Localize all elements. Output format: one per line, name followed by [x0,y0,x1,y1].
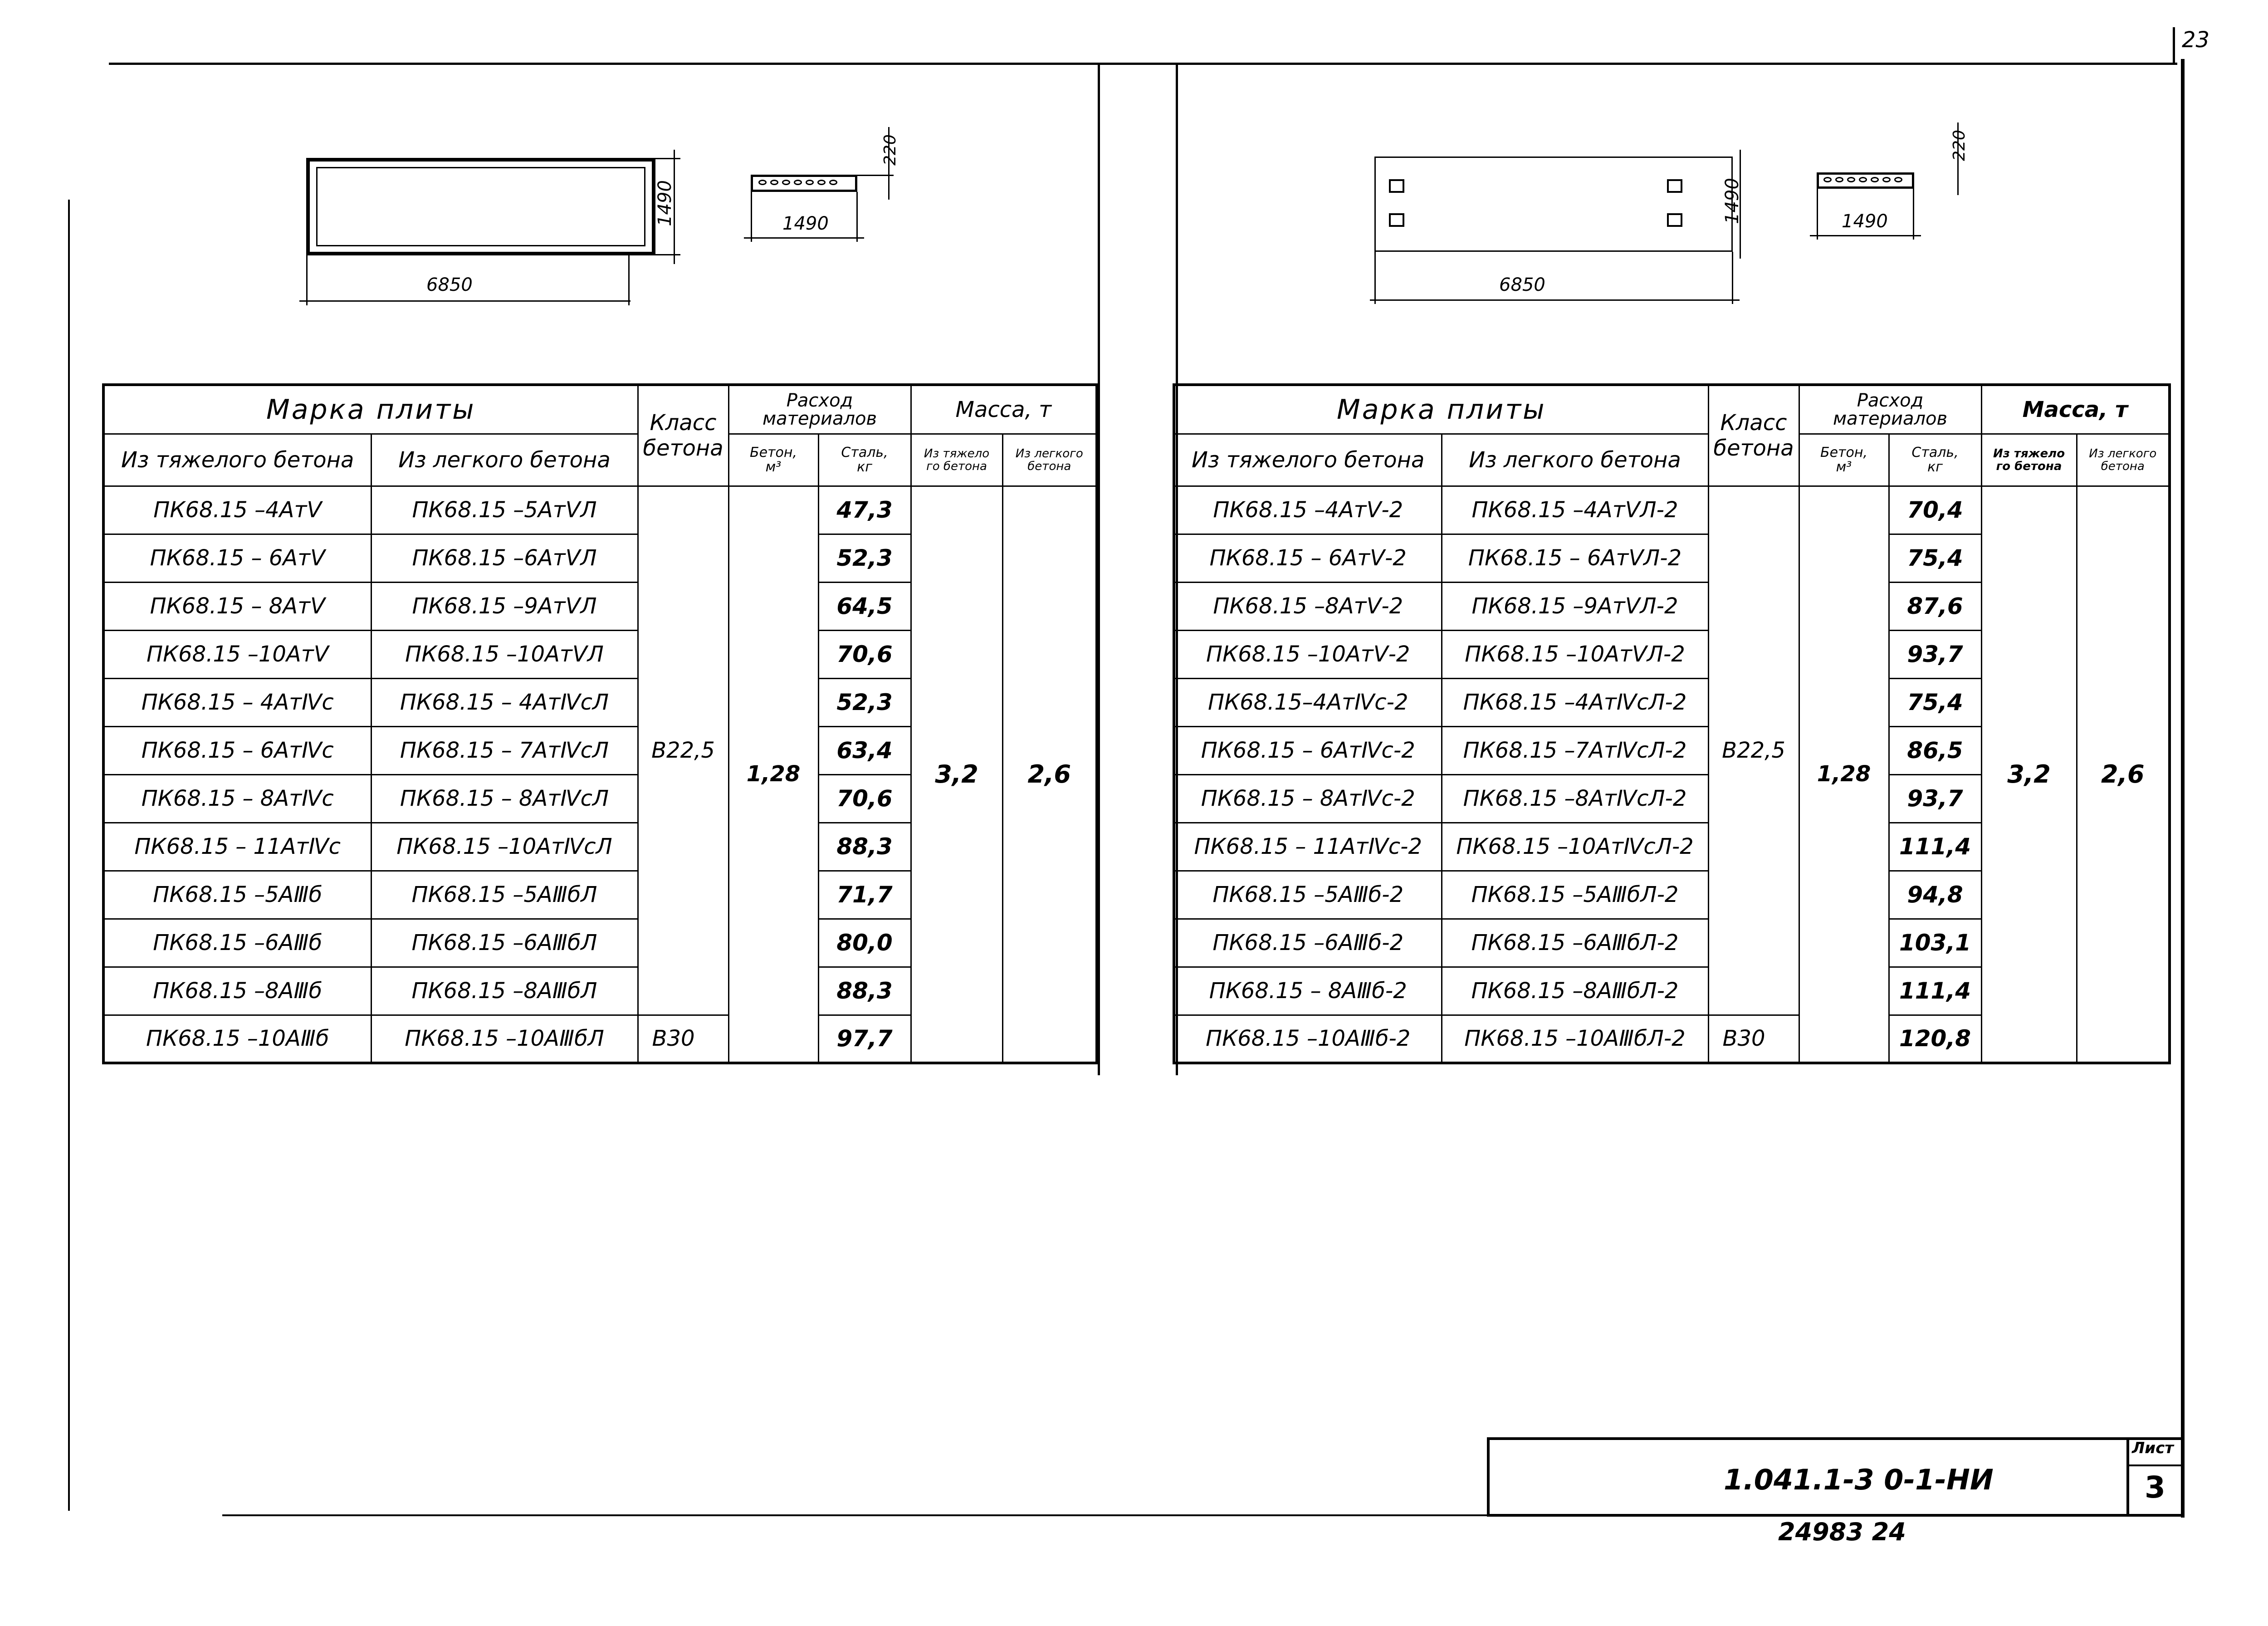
left-header-concrete-l1: Бетон, [750,444,797,460]
right-header-concrete [1799,434,1889,486]
top-border-line [109,63,2177,65]
right-plate-slot-2 [1389,213,1404,227]
right-header-class [1708,385,1799,486]
left-row-3-light: ПК68.15 –9АтⅤЛ [371,582,638,630]
left-row-1-steel: 47,3 [818,486,911,534]
left-header-consumption-l2: материалов [762,408,877,429]
left-class-main: В22,5 [638,486,728,1015]
right-row-12-steel: 120,8 [1889,1015,1981,1063]
left-section-width-label: 1490 [782,213,829,234]
left-header-class-l1: Класс [650,410,717,436]
right-header-mass-heavy [1981,434,2077,486]
right-row-5-light: ПК68.15 –4АтⅣсЛ-2 [1442,678,1708,726]
left-header-concrete-l2: м³ [765,459,782,475]
left-row-8-light: ПК68.15 –10АтⅣсЛ [371,823,638,871]
left-header-mass-light-l2: бетона [1027,459,1071,473]
left-row-7-heavy: ПК68.15 – 8АтⅣс [103,774,371,823]
left-header-heavy: Из тяжелого бетона [103,434,371,486]
right-row-5-heavy: ПК68.15–4АтⅣс-2 [1174,678,1442,726]
right-row-4-light: ПК68.15 –10АтⅤЛ-2 [1442,630,1708,678]
right-row-9-light: ПК68.15 –5АⅢбЛ-2 [1442,871,1708,919]
right-row-5-steel: 75,4 [1889,678,1981,726]
left-length-label: 6850 [426,274,473,295]
right-row-7-heavy: ПК68.15 – 8АтⅣс-2 [1174,774,1442,823]
left-row-10-steel: 80,0 [818,919,911,967]
right-section-height-label: 220 [1950,130,1969,161]
right-row-10-light: ПК68.15 –6АⅢбЛ-2 [1442,919,1708,967]
stamp-sheet-divider [2126,1464,2181,1466]
left-length-dim-line [299,300,631,302]
right-header-steel [1889,434,1981,486]
corner-tick [2173,27,2175,64]
corner-number: 23 [2182,27,2210,53]
right-mass-heavy: 3,2 [1981,486,2077,1063]
left-header-steel-l2: кг [857,459,872,475]
left-header-consumption-l1: Расход [786,390,853,411]
right-row-9-steel: 94,8 [1889,871,1981,919]
right-row-12-heavy: ПК68.15 –10АⅢб-2 [1174,1015,1442,1063]
left-header-class-l2: бетона [643,436,723,461]
table-row [1174,486,2170,534]
right-row-11-steel: 111,4 [1889,967,1981,1015]
right-header-mass: Масса, т [1981,385,2170,434]
right-row-2-heavy: ПК68.15 – 6АтⅤ-2 [1174,534,1442,582]
right-header-steel-l1: Сталь, [1911,444,1959,460]
left-header-mass-heavy [911,434,1002,486]
left-row-4-heavy: ПК68.15 –10АтⅤ [103,630,371,678]
left-row-9-steel: 71,7 [818,871,911,919]
left-width-label: 1490 [654,180,675,226]
right-row-1-steel: 70,4 [1889,486,1981,534]
right-length-dim-line [1370,299,1740,301]
right-header-consumption [1799,385,1981,434]
right-row-4-heavy: ПК68.15 –10АтⅤ-2 [1174,630,1442,678]
left-width-ext-top [655,158,680,159]
right-row-8-steel: 111,4 [1889,823,1981,871]
left-row-10-heavy: ПК68.15 –6АⅢб [103,919,371,967]
right-header-mass-light-l2: бетона [2101,459,2145,473]
left-section-height-label: 220 [880,134,899,166]
right-header-mark: Марка плиты [1174,385,1708,434]
left-row-11-heavy: ПК68.15 –8АⅢб [103,967,371,1015]
right-row-10-steel: 103,1 [1889,919,1981,967]
right-row-3-light: ПК68.15 –9АтⅤЛ-2 [1442,582,1708,630]
left-row-5-light: ПК68.15 – 4АтⅣсЛ [371,678,638,726]
right-length-ext-left [1374,252,1376,304]
right-header-class-l1: Класс [1720,410,1787,436]
right-row-7-light: ПК68.15 –8АтⅣсЛ-2 [1442,774,1708,823]
left-row-2-light: ПК68.15 –6АтⅤЛ [371,534,638,582]
left-length-ext-right [628,255,630,305]
left-row-5-heavy: ПК68.15 – 4АтⅣс [103,678,371,726]
right-row-12-light: ПК68.15 –10АⅢбЛ-2 [1442,1015,1708,1063]
left-header-consumption [728,385,911,434]
right-class-last: В30 [1708,1015,1799,1063]
right-spec-table [1173,383,2171,1064]
left-row-6-light: ПК68.15 – 7АтⅣсЛ [371,726,638,774]
left-row-10-light: ПК68.15 –6АⅢбЛ [371,919,638,967]
left-header-mass-light-l1: Из легкого [1015,446,1083,460]
left-row-11-steel: 88,3 [818,967,911,1015]
left-mass-heavy: 3,2 [911,486,1002,1063]
right-row-9-heavy: ПК68.15 –5АⅢб-2 [1174,871,1442,919]
left-header-mass-light [1002,434,1097,486]
left-class-last: В30 [638,1015,728,1063]
right-row-6-light: ПК68.15 –7АтⅣсЛ-2 [1442,726,1708,774]
left-row-12-steel: 97,7 [818,1015,911,1063]
left-section-ext-left [751,192,752,242]
left-section-height-ext [857,175,894,176]
right-row-3-heavy: ПК68.15 –8АтⅤ-2 [1174,582,1442,630]
stamp-sheet-number: 3 [2145,1470,2165,1505]
right-header-mass-light-l1: Из легкого [2089,446,2157,460]
left-header-steel-l1: Сталь, [841,444,888,460]
right-border-line [2181,59,2185,1518]
left-header-concrete [728,434,818,486]
right-row-8-light: ПК68.15 –10АтⅣсЛ-2 [1442,823,1708,871]
left-row-4-steel: 70,6 [818,630,911,678]
left-row-7-steel: 70,6 [818,774,911,823]
right-concrete: 1,28 [1799,486,1889,1063]
left-section [751,175,857,192]
right-row-10-heavy: ПК68.15 –6АⅢб-2 [1174,919,1442,967]
right-row-3-steel: 87,6 [1889,582,1981,630]
left-row-5-steel: 52,3 [818,678,911,726]
stamp-divider [2126,1437,2129,1517]
right-plate-plan [1374,157,1733,252]
left-header-mass-heavy-l1: Из тяжело [924,446,990,460]
bottom-number: 24983 24 [1778,1518,1906,1546]
right-header-light: Из легкого бетона [1442,434,1708,486]
left-plate-plan-inner [316,167,645,246]
right-section-width-label: 1490 [1842,211,1888,232]
left-row-12-heavy: ПК68.15 –10АⅢб [103,1015,371,1063]
left-header-mass: Масса, т [911,385,1097,434]
left-row-1-light: ПК68.15 –5АтⅤЛ [371,486,638,534]
left-row-1-heavy: ПК68.15 –4АтⅤ [103,486,371,534]
stamp-sheet-label: Лист [2132,1439,2174,1457]
right-section-dim-line [1810,235,1921,236]
right-plate-slot-3 [1667,179,1682,193]
left-row-2-heavy: ПК68.15 – 6АтⅤ [103,534,371,582]
right-header-mass-heavy-l2: го бетона [1996,459,2062,473]
left-row-11-light: ПК68.15 –8АⅢбЛ [371,967,638,1015]
right-width-label: 1490 [1721,178,1743,224]
left-border-line [68,200,70,1511]
left-row-3-steel: 64,5 [818,582,911,630]
right-section-ext-right [1913,189,1914,240]
left-row-12-light: ПК68.15 –10АⅢбЛ [371,1015,638,1063]
left-header-mark: Марка плиты [103,385,638,434]
right-row-1-light: ПК68.15 –4АтⅤЛ-2 [1442,486,1708,534]
right-header-heavy: Из тяжелого бетона [1174,434,1442,486]
right-row-2-light: ПК68.15 – 6АтⅤЛ-2 [1442,534,1708,582]
right-class-main: В22,5 [1708,486,1799,1015]
left-row-8-heavy: ПК68.15 – 11АтⅣс [103,823,371,871]
left-section-dim-line [744,237,864,239]
stamp-code: 1.041.1-3 0-1-НИ [1724,1463,1994,1496]
left-header-steel [818,434,911,486]
right-row-6-steel: 86,5 [1889,726,1981,774]
right-plate-slot-1 [1389,179,1404,193]
right-row-11-heavy: ПК68.15 – 8АⅢб-2 [1174,967,1442,1015]
left-section-ext-right [856,192,858,242]
right-mass-light: 2,6 [2077,486,2170,1063]
left-mass-light: 2,6 [1002,486,1097,1063]
right-header-consumption-l2: материалов [1833,408,1948,429]
left-spec-table [102,383,1098,1064]
right-row-1-heavy: ПК68.15 –4АтⅤ-2 [1174,486,1442,534]
right-header-consumption-l1: Расход [1857,390,1924,411]
left-header-light: Из легкого бетона [371,434,638,486]
right-header-class-l2: бетона [1713,436,1794,461]
right-row-4-steel: 93,7 [1889,630,1981,678]
left-row-3-heavy: ПК68.15 – 8АтⅤ [103,582,371,630]
left-header-mass-heavy-l2: го бетона [926,459,987,473]
right-header-steel-l2: кг [1927,459,1943,475]
left-width-ext-bottom [655,254,680,255]
left-row-7-light: ПК68.15 – 8АтⅣсЛ [371,774,638,823]
left-row-8-steel: 88,3 [818,823,911,871]
left-length-ext-left [306,255,308,305]
right-length-ext-right [1732,252,1733,304]
left-row-6-heavy: ПК68.15 – 6АтⅣс [103,726,371,774]
right-length-label: 6850 [1499,274,1545,295]
right-row-7-steel: 93,7 [1889,774,1981,823]
right-header-mass-heavy-l1: Из тяжело [1993,446,2065,460]
table-row [103,486,1097,534]
left-concrete: 1,28 [728,486,818,1063]
right-section-ext-left [1817,189,1818,240]
left-row-9-heavy: ПК68.15 –5АⅢб [103,871,371,919]
right-row-8-heavy: ПК68.15 – 11АтⅣс-2 [1174,823,1442,871]
left-row-4-light: ПК68.15 –10АтⅤЛ [371,630,638,678]
right-header-concrete-l2: м³ [1836,459,1852,475]
right-header-mass-light [2077,434,2170,486]
right-row-6-heavy: ПК68.15 – 6АтⅣс-2 [1174,726,1442,774]
left-header-class [638,385,728,486]
right-row-11-light: ПК68.15 –8АⅢбЛ-2 [1442,967,1708,1015]
right-plate-slot-4 [1667,213,1682,227]
right-row-2-steel: 75,4 [1889,534,1981,582]
left-row-2-steel: 52,3 [818,534,911,582]
left-row-6-steel: 63,4 [818,726,911,774]
left-row-9-light: ПК68.15 –5АⅢбЛ [371,871,638,919]
right-header-concrete-l1: Бетон, [1820,444,1868,460]
